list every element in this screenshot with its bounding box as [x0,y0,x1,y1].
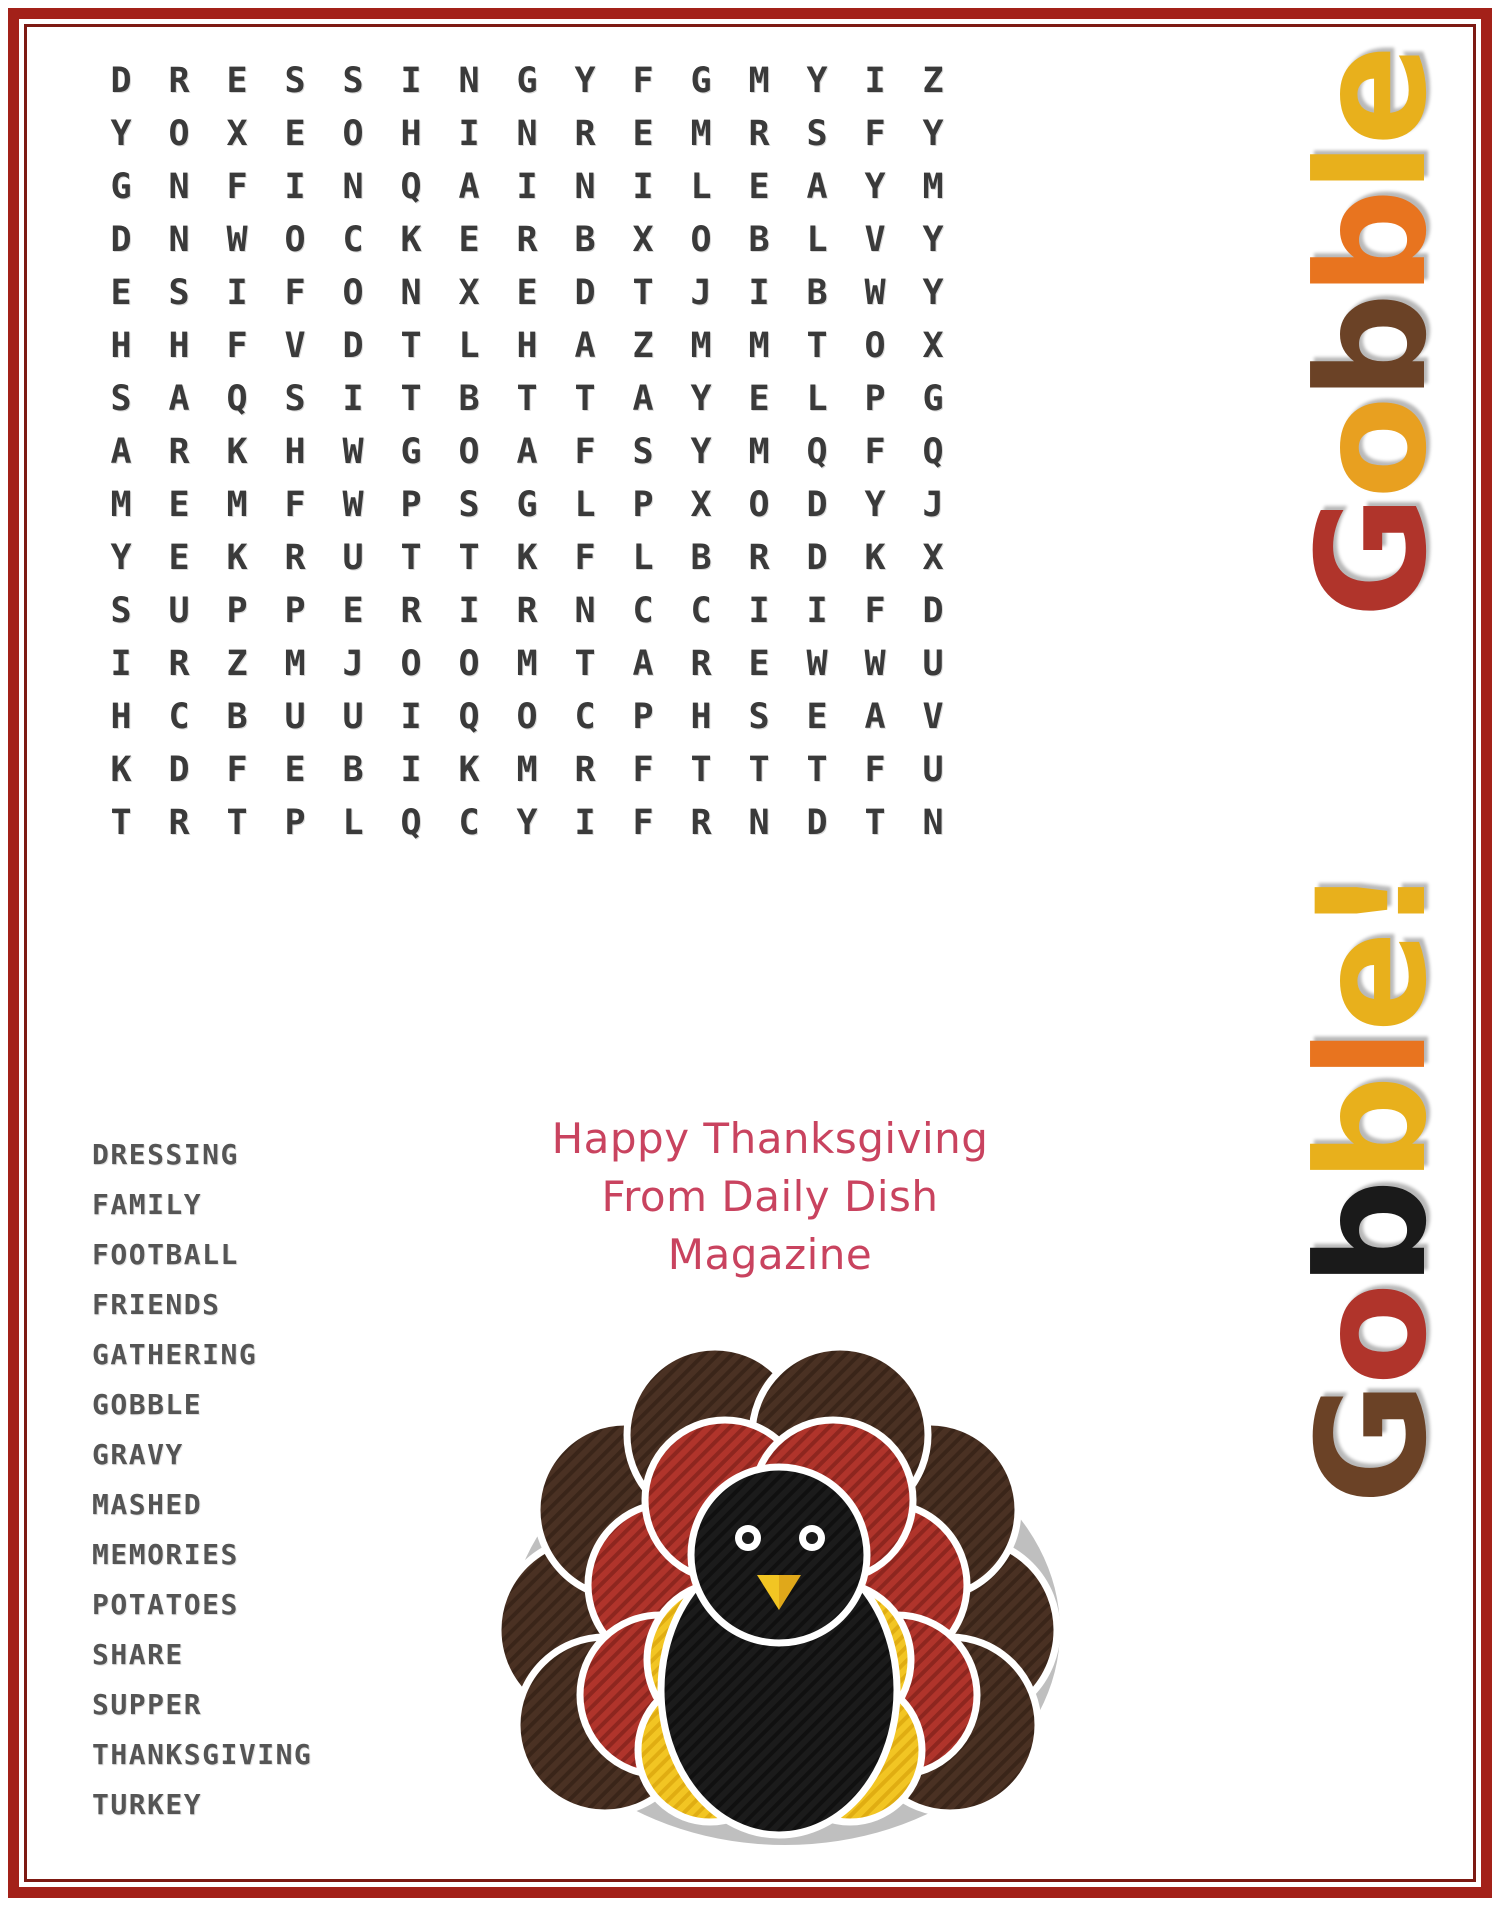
grid-cell: I [806,591,828,631]
word-list-item: TURKEY [92,1788,203,1821]
grid-cell: T [632,273,654,313]
grid-cell: R [574,114,596,154]
grid-cell: S [342,61,364,101]
grid-cell: E [748,379,770,419]
grid-cell: M [748,432,770,472]
grid-cell: O [168,114,190,154]
gobble-word-bottom [1286,870,1460,1505]
grid-cell: O [342,273,364,313]
grid-cell: F [632,803,654,843]
grid-cell: V [922,697,944,737]
grid-cell: W [342,432,364,472]
grid-cell: M [690,114,712,154]
grid-cell: I [226,273,248,313]
grid-cell: J [342,644,364,684]
grid-row [92,532,1152,585]
grid-cell: P [226,591,248,631]
grid-row [92,585,1152,638]
grid-cell: I [516,167,538,207]
grid-cell: Y [922,114,944,154]
word-list-item: SUPPER [92,1688,203,1721]
grid-cell: W [226,220,248,260]
grid-cell: M [516,750,538,790]
gobble-letter: b [1286,296,1460,400]
grid-cell: N [168,167,190,207]
grid-cell: J [922,485,944,525]
grid-cell: I [748,273,770,313]
grid-cell: T [226,803,248,843]
grid-cell: C [458,803,480,843]
grid-cell: B [748,220,770,260]
grid-cell: K [458,750,480,790]
grid-cell: T [748,750,770,790]
grid-cell: A [516,432,538,472]
grid-cell: B [574,220,596,260]
page-content [30,30,1470,1876]
grid-cell: D [168,750,190,790]
grid-cell: Y [864,485,886,525]
grid-cell: S [168,273,190,313]
grid-cell: T [864,803,886,843]
grid-cell: L [806,379,828,419]
grid-cell: N [574,167,596,207]
grid-cell: O [458,432,480,472]
grid-cell: M [748,326,770,366]
grid-cell: M [516,644,538,684]
grid-cell: I [110,644,132,684]
word-list-item: SHARE [92,1638,184,1671]
word-list-item: FOOTBALL [92,1238,239,1271]
grid-cell: O [342,114,364,154]
grid-cell: A [458,167,480,207]
grid-cell: S [284,61,306,101]
grid-cell: S [110,379,132,419]
gobble-letter: l [1286,145,1460,194]
grid-cell: M [110,485,132,525]
grid-cell: E [284,114,306,154]
grid-cell: O [458,644,480,684]
turkey-icon [485,1330,1075,1850]
grid-cell: I [342,379,364,419]
gobble-letter: ! [1286,870,1460,935]
grid-cell: F [284,273,306,313]
grid-cell: L [690,167,712,207]
grid-cell: P [284,803,306,843]
grid-cell: G [690,61,712,101]
grid-cell: H [284,432,306,472]
grid-cell: L [458,326,480,366]
grid-cell: R [748,114,770,154]
grid-cell: W [342,485,364,525]
gobble-letter: G [1286,1385,1460,1505]
grid-cell: A [864,697,886,737]
grid-cell: T [110,803,132,843]
grid-cell: N [168,220,190,260]
grid-cell: N [400,273,422,313]
grid-cell: E [168,538,190,578]
grid-cell: I [458,114,480,154]
gobble-letter: e [1286,48,1460,146]
gobble-letter: b [1286,193,1460,297]
grid-row [92,479,1152,532]
grid-cell: R [748,538,770,578]
grid-cell: Q [226,379,248,419]
grid-cell: Z [632,326,654,366]
grid-cell: W [806,644,828,684]
grid-cell: K [226,432,248,472]
word-list-item: MASHED [92,1488,203,1521]
word-list-item: FRIENDS [92,1288,221,1321]
gobble-letter: b [1286,1182,1460,1287]
grid-cell: L [632,538,654,578]
grid-cell: O [400,644,422,684]
gobble-letter: G [1286,498,1460,619]
grid-cell: Z [226,644,248,684]
gobble-word-top [1286,48,1460,619]
grid-cell: E [632,114,654,154]
grid-cell: O [284,220,306,260]
grid-cell: T [458,538,480,578]
grid-cell: Q [458,697,480,737]
grid-cell: Q [400,803,422,843]
word-list [92,1130,422,1830]
grid-cell: N [342,167,364,207]
grid-cell: R [516,591,538,631]
grid-cell: I [632,167,654,207]
grid-cell: R [690,644,712,684]
grid-cell: C [574,697,596,737]
grid-cell: B [342,750,364,790]
grid-cell: X [632,220,654,260]
grid-cell: H [168,326,190,366]
grid-cell: K [400,220,422,260]
greeting-line-2: From Daily Dish [601,1172,939,1221]
turkey-pupil-right [806,1532,818,1544]
grid-cell: P [632,697,654,737]
grid-cell: Y [690,379,712,419]
turkey-pupil-left [742,1532,754,1544]
grid-cell: S [748,697,770,737]
grid-cell: N [748,803,770,843]
grid-cell: T [516,379,538,419]
grid-cell: E [284,750,306,790]
grid-cell: K [110,750,132,790]
gobble-letter: o [1286,1286,1460,1386]
grid-cell: P [632,485,654,525]
grid-cell: E [110,273,132,313]
grid-cell: E [748,644,770,684]
grid-cell: B [806,273,828,313]
grid-row [92,691,1152,744]
grid-cell: T [400,326,422,366]
grid-cell: E [458,220,480,260]
gobble-letter: l [1286,1032,1460,1080]
grid-row [92,161,1152,214]
grid-cell: Y [922,273,944,313]
grid-cell: Q [400,167,422,207]
word-list-item: MEMORIES [92,1538,239,1571]
grid-cell: F [574,538,596,578]
grid-cell: F [284,485,306,525]
grid-cell: H [110,697,132,737]
grid-cell: I [400,750,422,790]
grid-cell: D [110,61,132,101]
grid-cell: S [458,485,480,525]
greeting-line-1: Happy Thanksgiving [551,1114,989,1163]
grid-cell: G [400,432,422,472]
greeting-text [470,1110,1070,1284]
grid-cell: S [284,379,306,419]
grid-row [92,108,1152,161]
grid-cell: G [516,485,538,525]
grid-cell: X [458,273,480,313]
grid-cell: K [864,538,886,578]
grid-cell: M [226,485,248,525]
grid-cell: G [922,379,944,419]
grid-cell: Q [922,432,944,472]
grid-cell: S [110,591,132,631]
word-list-item: THANKSGIVING [92,1738,313,1771]
grid-cell: T [400,538,422,578]
grid-cell: F [632,750,654,790]
grid-cell: W [864,644,886,684]
grid-cell: A [632,379,654,419]
turkey-illustration [485,1330,1075,1850]
gobble-decoration [1210,40,1460,1830]
grid-cell: B [690,538,712,578]
grid-cell: A [168,379,190,419]
grid-cell: C [632,591,654,631]
grid-row [92,320,1152,373]
grid-cell: D [342,326,364,366]
grid-cell: L [806,220,828,260]
word-list-item: DRESSING [92,1138,239,1171]
grid-cell: F [226,750,248,790]
grid-cell: L [574,485,596,525]
grid-cell: B [226,697,248,737]
grid-cell: T [806,750,828,790]
grid-cell: O [864,326,886,366]
grid-cell: R [516,220,538,260]
grid-cell: Y [806,61,828,101]
grid-cell: D [806,803,828,843]
grid-cell: R [168,644,190,684]
grid-cell: E [226,61,248,101]
grid-cell: D [806,485,828,525]
grid-cell: G [516,61,538,101]
grid-row [92,267,1152,320]
grid-cell: W [864,273,886,313]
grid-cell: V [284,326,306,366]
word-list-item: GRAVY [92,1438,184,1471]
grid-cell: P [864,379,886,419]
grid-cell: Y [922,220,944,260]
grid-cell: Y [110,114,132,154]
grid-cell: F [632,61,654,101]
grid-row [92,426,1152,479]
grid-cell: I [748,591,770,631]
grid-cell: Z [922,61,944,101]
grid-cell: F [864,432,886,472]
grid-cell: C [168,697,190,737]
grid-cell: T [400,379,422,419]
grid-cell: J [690,273,712,313]
grid-cell: D [110,220,132,260]
grid-cell: A [806,167,828,207]
grid-cell: C [342,220,364,260]
grid-cell: F [226,167,248,207]
grid-row [92,744,1152,797]
grid-cell: X [922,326,944,366]
grid-cell: R [574,750,596,790]
grid-cell: N [458,61,480,101]
grid-cell: O [690,220,712,260]
grid-cell: I [574,803,596,843]
grid-row [92,55,1152,108]
grid-cell: P [400,485,422,525]
grid-cell: I [400,697,422,737]
grid-cell: E [806,697,828,737]
grid-cell: A [574,326,596,366]
grid-cell: U [342,697,364,737]
word-list-item: GOBBLE [92,1388,203,1421]
grid-cell: V [864,220,886,260]
word-list-item: GATHERING [92,1338,258,1371]
grid-cell: B [458,379,480,419]
grid-row [92,214,1152,267]
grid-cell: T [690,750,712,790]
grid-cell: A [632,644,654,684]
grid-row [92,373,1152,426]
gobble-letter: b [1286,1079,1460,1183]
grid-cell: E [342,591,364,631]
grid-cell: G [110,167,132,207]
grid-cell: Y [864,167,886,207]
grid-cell: R [284,538,306,578]
grid-cell: U [342,538,364,578]
grid-cell: I [458,591,480,631]
grid-cell: M [284,644,306,684]
grid-cell: U [922,644,944,684]
grid-cell: H [110,326,132,366]
word-list-item: POTATOES [92,1588,239,1621]
grid-cell: U [284,697,306,737]
grid-cell: F [226,326,248,366]
grid-cell: T [574,644,596,684]
grid-cell: D [922,591,944,631]
grid-cell: S [632,432,654,472]
grid-cell: R [400,591,422,631]
grid-cell: Q [806,432,828,472]
grid-cell: F [864,114,886,154]
grid-cell: Y [516,803,538,843]
grid-cell: N [922,803,944,843]
grid-cell: P [284,591,306,631]
grid-cell: X [226,114,248,154]
word-search-grid [92,55,1152,850]
grid-cell: A [110,432,132,472]
grid-cell: S [806,114,828,154]
grid-cell: O [516,697,538,737]
grid-cell: E [516,273,538,313]
word-list-item: FAMILY [92,1188,203,1221]
grid-cell: M [690,326,712,366]
grid-cell: O [748,485,770,525]
grid-cell: T [806,326,828,366]
grid-cell: E [168,485,190,525]
grid-cell: M [748,61,770,101]
grid-cell: K [226,538,248,578]
turkey-head [691,1467,867,1643]
greeting-line-3: Magazine [667,1230,873,1279]
grid-cell: R [690,803,712,843]
grid-cell: H [400,114,422,154]
grid-cell: M [922,167,944,207]
grid-cell: X [922,538,944,578]
grid-cell: I [864,61,886,101]
grid-cell: R [168,432,190,472]
grid-cell: X [690,485,712,525]
grid-cell: C [690,591,712,631]
grid-row [92,638,1152,691]
grid-cell: H [690,697,712,737]
grid-cell: Y [690,432,712,472]
gobble-letter: o [1286,399,1460,499]
grid-cell: L [342,803,364,843]
grid-cell: K [516,538,538,578]
grid-cell: N [516,114,538,154]
grid-cell: R [168,61,190,101]
grid-cell: D [574,273,596,313]
grid-cell: U [922,750,944,790]
grid-cell: H [516,326,538,366]
grid-cell: R [168,803,190,843]
grid-cell: T [574,379,596,419]
grid-cell: N [574,591,596,631]
grid-cell: F [574,432,596,472]
grid-cell: U [168,591,190,631]
grid-cell: E [748,167,770,207]
grid-cell: Y [110,538,132,578]
grid-row [92,797,1152,850]
grid-cell: I [284,167,306,207]
gobble-letter: e [1286,934,1460,1033]
grid-cell: F [864,750,886,790]
grid-cell: I [400,61,422,101]
grid-cell: F [864,591,886,631]
grid-cell: D [806,538,828,578]
grid-cell: Y [574,61,596,101]
